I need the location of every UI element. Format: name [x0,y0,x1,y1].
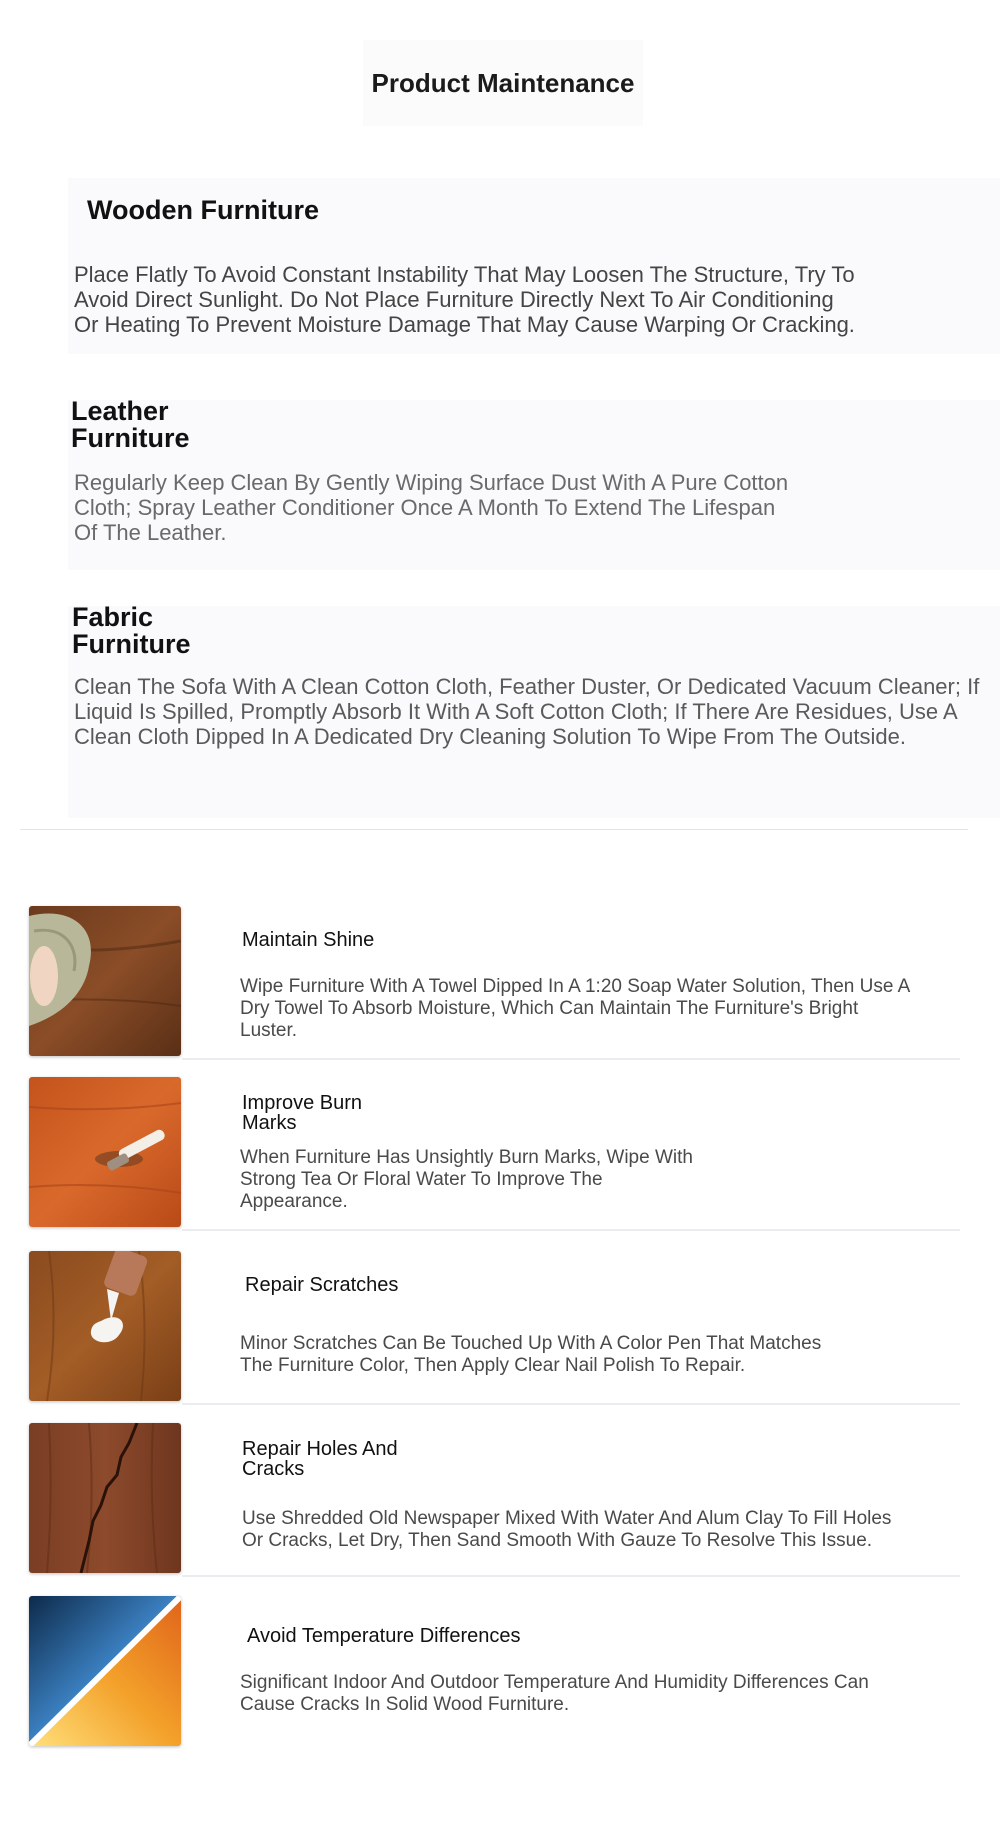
leather-furniture-text [74,470,994,545]
tip-title [247,1626,521,1646]
tip-title [242,1093,362,1133]
text-line: Clean The Sofa With A Clean Cotton Cloth, Feather Duster, Or Dedicated Vacuum Cleaner; If [74,674,980,699]
section-divider [20,829,968,830]
tip-separator [182,1058,960,1060]
glue-bottle-icon [29,1251,181,1401]
tip-text [240,1672,869,1716]
tip-item-maintain-shine [0,906,1000,1066]
tip-item-repair-holes-and-cracks [0,1423,1000,1583]
glue-bottle-image [29,1251,181,1401]
ice-and-fire-icon [29,1596,181,1746]
towel-wiping-wood-icon [29,906,181,1056]
title-line: Avoid Temperature Differences [247,1625,521,1647]
text-line: Cause Cracks In Solid Wood Furniture. [240,1694,570,1715]
text-line: Or Heating To Prevent Moisture Damage That May Cause Warping Or Cracking. [74,312,855,337]
text-line: When Furniture Has Unsightly Burn Marks, Wipe With [240,1147,693,1168]
text-line: Use Shredded Old Newspaper Mixed With Water And Alum Clay To Fill Holes [242,1508,892,1529]
text-line: Cloth; Spray Leather Conditioner Once A Month To Extend The Lifespan [74,495,776,520]
title-line: Repair Holes And [242,1438,398,1460]
text-line: Clean Cloth Dipped In A Dedicated Dry Cleaning Solution To Wipe From The Outside. [74,724,906,749]
text-line: Of The Leather. [74,520,227,545]
title-line: Marks [242,1112,297,1134]
ice-and-fire-image [29,1596,181,1746]
text-line: Regularly Keep Clean By Gently Wiping Surface Dust With A Pure Cotton [74,470,789,495]
cigarette-burn-image [29,1077,181,1227]
text-line: Wipe Furniture With A Towel Dipped In A 1:20 Soap Water Solution, Then Use A [240,976,911,997]
tip-separator [182,1403,960,1405]
text-line: Or Cracks, Let Dry, Then Sand Smooth With Gauze To Resolve This Issue. [242,1530,873,1551]
tip-separator [182,1229,960,1231]
leather-furniture-heading [71,398,190,452]
title-line: Repair Scratches [245,1274,399,1296]
text-line: Strong Tea Or Floral Water To Improve The [240,1169,603,1190]
text-line: Avoid Direct Sunlight. Do Not Place Furniture Directly Next To Air Conditioning [74,287,834,312]
title-line: Cracks [242,1458,305,1480]
towel-wiping-wood-image [29,906,181,1056]
wooden-furniture-text [74,262,994,337]
heading-line: Leather [71,396,169,426]
tip-text [242,1508,891,1552]
heading-line: Fabric [72,602,154,632]
text-line: The Furniture Color, Then Apply Clear Nail Polish To Repair. [240,1355,746,1376]
tip-item-improve-burn-marks [0,1077,1000,1237]
text-line: Luster. [240,1020,298,1041]
tip-item-avoid-temperature-differences [0,1596,1000,1756]
wooden-furniture-heading: Wooden Furniture [87,195,319,225]
tip-text [240,1147,693,1213]
heading-line: Furniture [71,423,190,453]
cigarette-burn-icon [29,1077,181,1227]
tip-separator [182,1575,960,1577]
fabric-furniture-heading [72,604,191,658]
title-line: Maintain Shine [242,929,375,951]
tip-title [245,1275,398,1295]
text-line: Appearance. [240,1191,348,1212]
tip-text [240,976,910,1042]
tip-title [242,1439,398,1479]
cracked-wood-image [29,1423,181,1573]
tip-text [240,1333,821,1377]
heading-line: Furniture [72,629,191,659]
tip-item-repair-scratches [0,1251,1000,1411]
text-line: Place Flatly To Avoid Constant Instability That May Loosen The Structure, Try To [74,262,855,287]
fabric-furniture-text [74,674,1000,749]
text-line: Dry Towel To Absorb Moisture, Which Can Maintain The Furniture's Bright [240,998,859,1019]
text-line: Minor Scratches Can Be Touched Up With A Color Pen That Matches [240,1333,822,1354]
tip-title [242,930,374,950]
cracked-wood-icon [29,1423,181,1573]
text-line: Liquid Is Spilled, Promptly Absorb It With A Soft Cotton Cloth; If There Are Residues, Use A [74,699,958,724]
title-line: Improve Burn [242,1092,363,1114]
text-line: Significant Indoor And Outdoor Temperature And Humidity Differences Can [240,1672,869,1693]
page-title: Product Maintenance [363,40,643,126]
